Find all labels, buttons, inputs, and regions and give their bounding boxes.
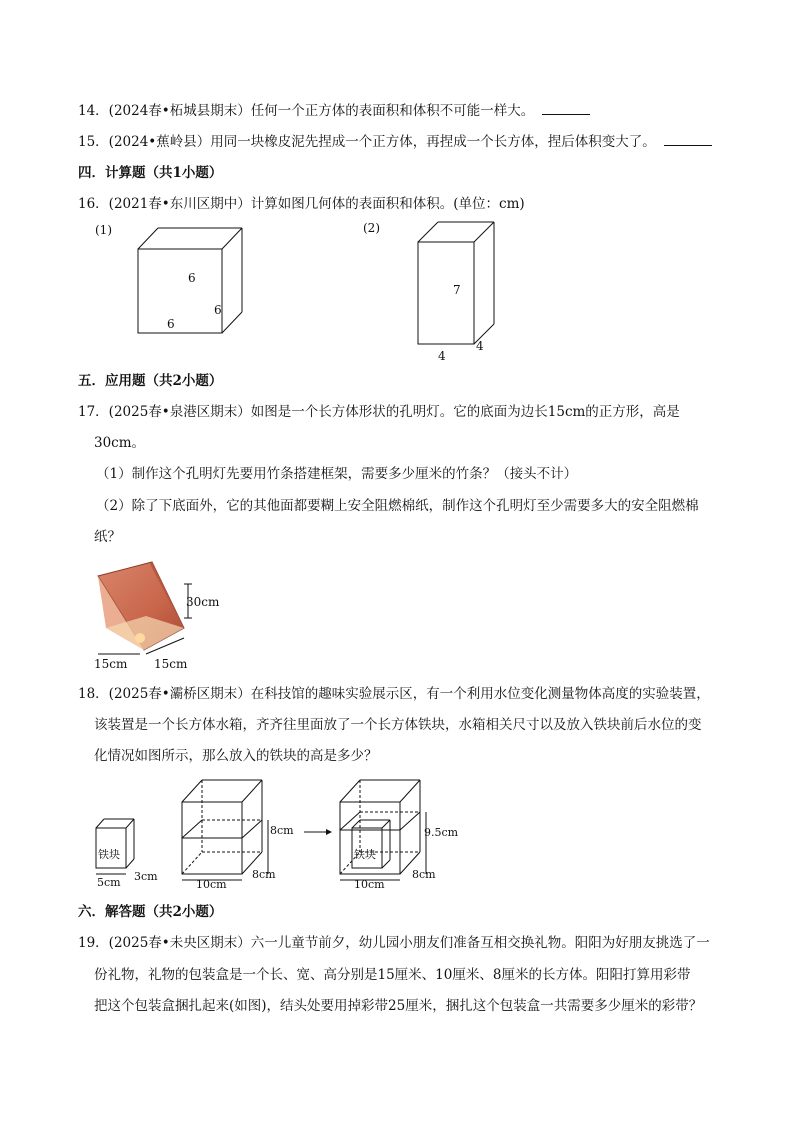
dimension-label: 8cm xyxy=(252,868,276,881)
figure-label: (1) xyxy=(95,223,112,237)
sky-lantern-figure xyxy=(84,558,234,672)
dimension-label: 4 xyxy=(476,339,484,353)
dimension-label: 10cm xyxy=(354,878,385,891)
question-14: 14．(2024春•柘城县期末）任何一个正方体的表面积和体积不可能一样大。 xyxy=(78,101,590,121)
question-17-part-2-cont: 纸？ xyxy=(94,529,121,545)
question-18-cont: 化情况如图所示，那么放入的铁块的高是多少？ xyxy=(94,748,378,764)
dimension-label: 6 xyxy=(188,271,196,285)
answer-blank[interactable] xyxy=(542,102,590,115)
water-tank-figure xyxy=(86,774,476,894)
dimension-label: 6 xyxy=(214,303,222,317)
dimension-label: 5cm xyxy=(97,876,121,889)
section-heading-6: 六．解答题（共2小题） xyxy=(78,904,223,920)
water-tank-before xyxy=(182,780,262,874)
question-17: 17．(2025春•泉港区期末）如图是一个长方体形状的孔明灯。它的底面为边长15cm的正方形，高是 xyxy=(78,404,680,420)
answer-blank[interactable] xyxy=(664,133,712,146)
dimension-label: 30cm xyxy=(186,595,220,609)
question-15: 15．(2024•蕉岭县）用同一块橡皮泥先捏成一个正方体，再捏成一个长方体，捏后体积变大了。 xyxy=(78,132,712,152)
question-19-cont: 份礼物，礼物的包装盒是一个长、宽、高分别是15厘米、10厘米、8厘米的长方体。阳阳打算用彩带 xyxy=(94,967,691,983)
dimension-label: 3cm xyxy=(134,870,158,883)
section-heading-4: 四．计算题（共1小题） xyxy=(78,165,223,181)
question-19: 19．(2025春•未央区期末）六一儿童节前夕，幼儿园小朋友们准备互相交换礼物。阳阳为好朋友挑选了一 xyxy=(78,935,710,951)
cuboid-figure xyxy=(360,216,500,366)
water-tank-after xyxy=(340,780,420,874)
dimension-label: 6 xyxy=(167,317,175,331)
dimension-label: 7 xyxy=(453,283,461,297)
question-17-part-2: （2）除了下底面外，它的其他面都要糊上安全阻燃棉纸，制作这个孔明灯至少需要多大的安全阻燃棉 xyxy=(96,498,699,514)
section-heading-5: 五．应用题（共2小题） xyxy=(78,373,223,389)
dimension-label: 15cm xyxy=(94,657,128,671)
question-18-cont: 该装置是一个长方体水箱，齐齐往里面放了一个长方体铁块，水箱相关尺寸以及放入铁块前后水位的变 xyxy=(94,717,702,733)
question-17-part-1: （1）制作这个孔明灯先要用竹条搭建框架，需要多少厘米的竹条？（接头不计） xyxy=(96,466,578,482)
question-16: 16．(2021春•东川区期中）计算如图几何体的表面积和体积。(单位：cm) xyxy=(78,196,525,212)
flame-icon xyxy=(135,633,145,643)
dimension-label: 4 xyxy=(438,349,446,363)
dimension-label: 9.5cm xyxy=(424,826,459,839)
dimension-label: 10cm xyxy=(196,878,227,891)
question-19-cont: 把这个包装盒捆扎起来(如图)，结头处要用掉彩带25厘米，捆扎这个包装盒一共需要多少厘米的彩带？ xyxy=(94,998,703,1014)
block-label: 铁块 xyxy=(354,848,376,861)
cube-figure xyxy=(88,220,248,336)
figure-label: (2) xyxy=(363,221,380,235)
dimension-label: 8cm xyxy=(270,824,294,837)
dimension-label: 15cm xyxy=(154,657,188,671)
block-label: 铁块 xyxy=(98,848,120,861)
arrow-head-icon xyxy=(326,829,332,835)
question-18: 18．(2025春•灞桥区期末）在科技馆的趣味实验展示区，有一个利用水位变化测量物体高度的实验装置， xyxy=(78,686,710,702)
question-17-cont: 30cm。 xyxy=(94,435,146,451)
dimension-label: 8cm xyxy=(412,868,436,881)
